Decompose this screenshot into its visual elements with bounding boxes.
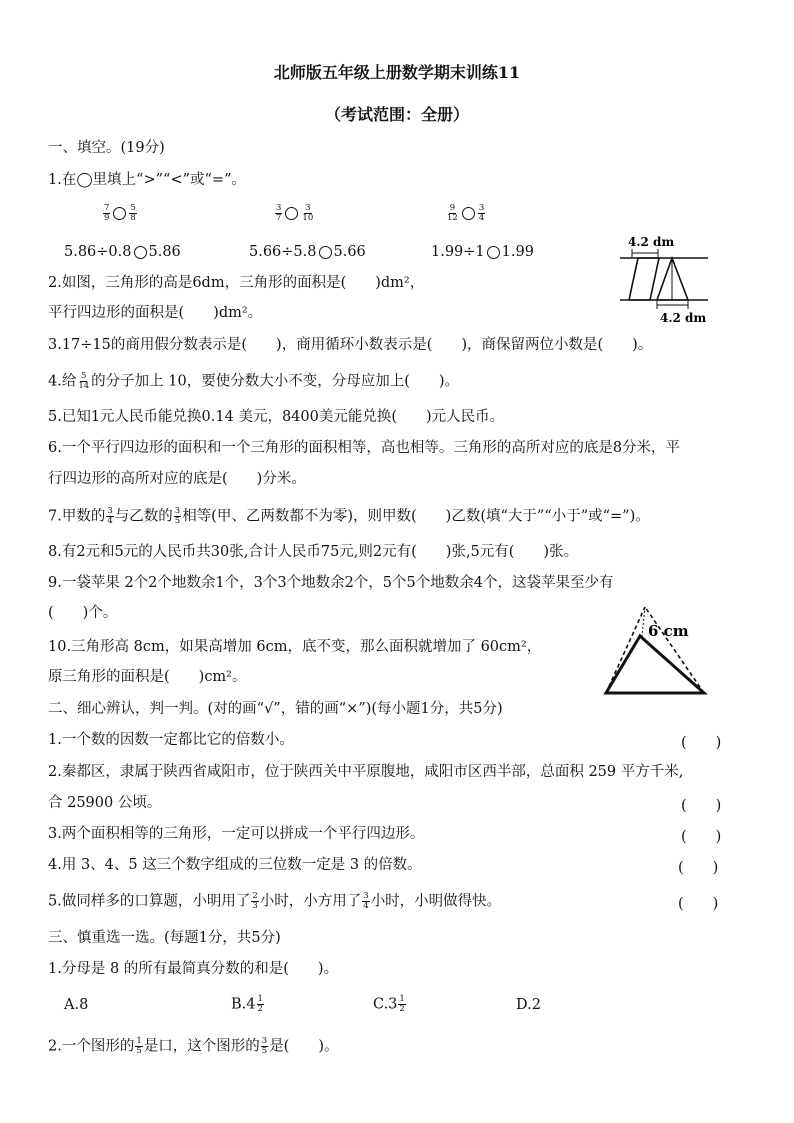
compare-circle[interactable]	[319, 246, 332, 259]
q1-2-line2: 平行四边形的面积是( )dm²。	[48, 305, 263, 321]
q1-10-line1: 10.三角形高 8cm，如果高增加 6cm，底不变，那么面积就增加了 60cm²，	[48, 639, 542, 655]
fraction: $\frac{3}{4}$	[107, 506, 113, 526]
frac-compare-2	[274, 204, 315, 223]
option-d[interactable]: D.2	[516, 997, 541, 1013]
q1-7: 7.甲数的 $\frac{3}{4}$ 与乙数的 $\frac{3}{5}$ 相等(甲、乙两数都不为零)，则甲数( )乙数(填“大于”“小于”或“=”)。	[48, 506, 650, 526]
frac-compare-1	[102, 204, 138, 223]
fraction: $\frac{5}{8}$	[130, 203, 136, 223]
page-subtitle: （考试范围：全册）	[324, 105, 469, 124]
fraction: $\frac{2}{3}$	[252, 891, 258, 911]
compare-circle[interactable]	[134, 246, 147, 259]
dashed-side-left	[606, 607, 645, 693]
q1-6-line2: 行四边形的高所对应的底是( )分米。	[48, 471, 306, 487]
section-heading-3: 三、慎重选一选。(每题1分，共5分)	[48, 930, 281, 946]
q1-4: 4.给 $\frac{5}{14}$ 的分子加上 10，要使分数大小不变，分母应加上( )。	[48, 371, 460, 391]
q1-9-line2: ( )个。	[48, 605, 118, 621]
q2-5: 5.做同样多的口算题，小明用了 $\frac{2}{3}$ 小时，小方用了 $\frac{3}{4}$ 小时，小明做得快。	[48, 891, 502, 911]
q1-2-line1: 2.如图，三角形的高是6dm，三角形的面积是( )dm²，	[48, 275, 425, 291]
fraction: $\frac{3}{5}$	[261, 1036, 268, 1056]
q2-4: 4.用 3、4、5 这三个数字组成的三位数一定是 3 的倍数。	[48, 857, 422, 873]
answer-paren[interactable]: ( )	[681, 829, 722, 845]
label-bottom: 4.2 dm	[660, 311, 707, 325]
fraction: $\frac{1}{5}$	[136, 1036, 142, 1056]
compare-circle[interactable]	[113, 207, 126, 220]
q1-1-text: 1.在◯里填上“>”“<”或“=”。	[48, 172, 246, 188]
fraction: $\frac{3}{4}$	[363, 891, 369, 911]
q2-2-line2: 合 25900 公顷。	[48, 795, 162, 811]
fraction: $\frac{7}{9}$	[104, 203, 110, 223]
q3-1: 1.分母是 8 的所有最简真分数的和是( )。	[48, 961, 339, 977]
q2-2-line1: 2.秦都区，隶属于陕西省咸阳市，位于陕西关中平原腹地，咸阳市区西半部，总面积 259 平方千米,	[48, 764, 684, 780]
section-heading-2: 二、细心辨认，判一判。(对的画“√”，错的画“×”)(每小题1分，共5分)	[48, 701, 503, 717]
height-increase-line	[642, 607, 645, 636]
q1-3: 3.17÷15的商用假分数表示是( )，商用循环小数表示是( )，商保留两位小数是( )。	[48, 337, 653, 353]
answer-paren[interactable]: ( )	[681, 735, 722, 751]
q1-9-line1: 9.一袋苹果 2个2个地数余1个，3个3个地数余2个，5个5个地数余4个，这袋苹果至少有	[48, 575, 614, 591]
parallelogram-triangle-figure	[614, 233, 714, 328]
answer-paren[interactable]: ( )	[681, 798, 722, 814]
fraction: $\frac{3}{4}$	[478, 203, 485, 223]
page-title: 北师版五年级上册数学期末训练11	[273, 63, 521, 82]
triangle-height-figure	[598, 603, 710, 698]
q1-5: 5.已知1元人民币能兑换0.14 美元，8400美元能兑换( )元人民币。	[48, 409, 505, 425]
option-c[interactable]: C.3 $\frac{1}{2}$	[373, 994, 405, 1014]
q2-1: 1.一个数的因数一定都比它的倍数小。	[48, 732, 294, 748]
frac-compare-3	[445, 204, 486, 223]
option-a[interactable]: A.8	[64, 997, 89, 1013]
parallelogram	[629, 258, 659, 300]
fraction: $\frac{1}{2}$	[399, 994, 405, 1014]
label-6cm: 6 cm	[648, 622, 689, 640]
q1-10-line2: 原三角形的面积是( )cm²。	[48, 669, 247, 685]
q2-3: 3.两个面积相等的三角形，一定可以拼成一个平行四边形。	[48, 826, 425, 842]
compare-circle[interactable]	[285, 207, 298, 220]
option-b[interactable]: B.4 $\frac{1}{2}$	[231, 994, 263, 1014]
fraction: $\frac{3}{7}$	[276, 203, 282, 223]
fraction: $\frac{1}{2}$	[257, 994, 263, 1014]
answer-paren[interactable]: ( )	[678, 860, 719, 876]
compare-circle[interactable]	[462, 207, 475, 220]
op-compare-1: 5.86÷0.8 5.86	[64, 244, 181, 260]
q1-6-line1: 6.一个平行四边形的面积和一个三角形的面积相等，高也相等。三角形的高所对应的底是8分米，平	[48, 440, 681, 456]
fraction: $\frac{3}{5}$	[174, 506, 181, 526]
fraction: $\frac{9}{12}$	[447, 203, 458, 223]
q1-8: 8.有2元和5元的人民币共30张,合计人民币75元,则2元有( )张,5元有( )张。	[48, 544, 579, 560]
op-compare-3: 1.99÷1 1.99	[431, 244, 534, 260]
answer-paren[interactable]: ( )	[678, 896, 719, 912]
fraction: $\frac{3}{10}$	[302, 203, 314, 223]
op-compare-2: 5.66÷5.8 5.66	[249, 244, 366, 260]
section-heading-1: 一、填空。(19分)	[48, 140, 165, 156]
label-top: 4.2 dm	[628, 235, 675, 249]
compare-circle[interactable]	[487, 246, 500, 259]
triangle	[606, 636, 704, 693]
q3-2: 2.一个图形的 $\frac{1}{5}$ 是口，这个图形的 $\frac{3}{5}$ 是( )。	[48, 1036, 339, 1056]
fraction: $\frac{5}{14}$	[78, 371, 90, 391]
